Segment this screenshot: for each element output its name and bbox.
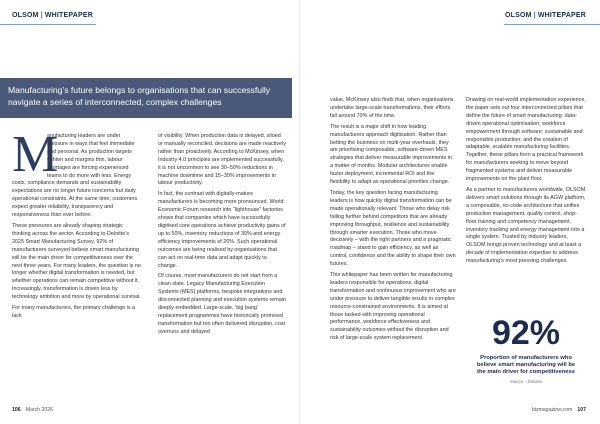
- paragraph: value. McKinsey also finds that, when organisations undertake large-scale transformations, their efforts fall around 70% of the time.: [330, 97, 454, 119]
- article-column-2: [158, 133, 286, 337]
- pull-quote-box: [0, 78, 292, 118]
- left-header: [12, 12, 93, 19]
- header-separator: |: [40, 12, 43, 19]
- website-link[interactable]: bizmagazine.com: [531, 407, 573, 413]
- left-footer: [12, 407, 53, 413]
- header-brand: OLSOM: [12, 12, 39, 19]
- header-rule: [504, 24, 600, 25]
- paragraph: In fact, the contrast with digitally-mature manufacturers is becoming more pronounced. World Economic Forum research into “lighthouse” factories shows that companies which have successfully digitised core operations achieve productivity gains of up to 50%, inventory reductions of 30% and energy efficiency improvements of 20%. Such operational outcomes are being realised by organisations that can act on real-time data and adapt quickly to change.: [158, 191, 286, 269]
- right-footer: [532, 407, 586, 413]
- article-column-1: [12, 126, 142, 321]
- pull-quote-text: Manufacturing’s future belongs to organisations that can successfully navigate a series of interconnected, complex challenges: [8, 85, 271, 107]
- stat-callout: [466, 315, 586, 405]
- header-rule: [0, 24, 96, 25]
- header-section: WHITEPAPER: [44, 12, 93, 19]
- stat-caption: Proportion of manufacturers who believe smart manufacturing will be the main driver for competitiveness: [476, 355, 576, 376]
- paragraph: of visibility. When production data is delayed, siloed or manually reconciled, decisions are made reactively rather than proactively. According to McKinsey, when Industry 4.0 principles are implemented successfully, it is not uncommon to see 30–50% reductions in machine downtime and 15–30% improvements in labour productivity.: [158, 133, 286, 187]
- page-number: 106: [12, 407, 21, 413]
- paragraph: Drawing on real-world implementation experience, the paper sets out four interconnected pillars that define the future of smart manufacturing: data-driven operational optimisation; workforce empowerment through software; sustainable and responsible production; and the creation of adaptable, scalable manufacturing facilities. Together, these pillars form a practical framework for manufacturers seeking to move beyond fragmented systems and deliver measurable improvements on the plant floor.: [466, 97, 586, 183]
- paragraph: Of course, most manufacturers do not start from a clean slate. Legacy Manufacturing Execution Systems (MES) platforms, bespoke integrations and disconnected planning and execution systems remain deeply embedded. Large-scale, ‘big bang’ replacement programmes have historically promised transformation but too often delivered disruption, cost overruns and delayed: [158, 273, 286, 335]
- opening-paragraph: [12, 126, 142, 220]
- right-header: [505, 12, 586, 19]
- paragraph: As a partner to manufacturers worldwide, OLSOM delivers smart solutions through its AGW platform, a composable, no-code architecture that unifies production management, quality control, shop-floor training and competency management, inventory tracking and energy management into a single system. Trusted by industry leaders, OLSOM brings proven technology and at least a decade of implementation expertise to address manufacturing’s most pressing challenges.: [466, 186, 586, 265]
- paragraph-text: anufacturing leaders are under pressure in ways that feel immediate and personal. As production targets tighten and margins thin, labour shortages are forcing experienced teams to do more with less. Energy costs, compliance demands and sustainability expectations are no longer future concerns but daily operational constraints. At the same time, customers expect greater reliability, transparency and responsiveness than ever before.: [12, 133, 138, 219]
- paragraph: This whitepaper has been written for manufacturing leaders responsible for operations, digital transformation and continuous improvement who are under pressure to deliver tangible results in complex resource-constrained environments. It is aimed at those tasked with improving operational performance, workforce effectiveness and sustainability outcomes without the disruption and risk of large-scale system replacement.: [330, 272, 456, 342]
- paragraph: These pressures are already shaping strategic thinking across the sector. According to Deloitte’s 2025 Smart Manufacturing Survey, 92% of manufacturers surveyed believe smart manufacturing will be the main driver for competitiveness over the next three years. For many leaders, the question is no longer whether digital transformation is needed, but whether operations can remain competitive without it. Increasingly, transformation is driven less by technology ambition and more by operational survival.: [12, 222, 141, 301]
- issue-date: March 2026: [25, 407, 54, 413]
- article-column-4: [466, 97, 586, 266]
- header-section: WHITEPAPER: [537, 12, 586, 19]
- page-number: 107: [577, 407, 586, 413]
- paragraph: The result is a major shift in how leading manufacturers approach digitisation. Rather than betting the business on multi-year overhauls, they are prioritising composable, software-driven MES strategies that deliver measurable improvements in a matter of months. Modular architectures enable faster deployment, incremental ROI and the flexibility to adapt as operational priorities change.: [330, 123, 452, 186]
- article-column-3: [330, 97, 456, 343]
- drop-cap: M: [12, 126, 59, 183]
- paragraph: For many manufacturers, the primary challenge is a lack: [12, 305, 136, 319]
- stat-number: 92%: [491, 314, 561, 352]
- header-separator: |: [533, 12, 536, 19]
- stat-source: Source – Deloitte: [509, 378, 543, 384]
- header-brand: OLSOM: [505, 12, 532, 19]
- paragraph: Today, the key question facing manufacturing leaders is how quickly digital transformation can be made operationally relevant. Those who delay risk falling further behind competitors that are already improving throughput, resilience and sustainability through smarter execution. Those who move decisively – with the right partners and a pragmatic roadmap – stand to gain efficiency, as well as control, confidence and the ability to shape their own futures.: [330, 189, 456, 268]
